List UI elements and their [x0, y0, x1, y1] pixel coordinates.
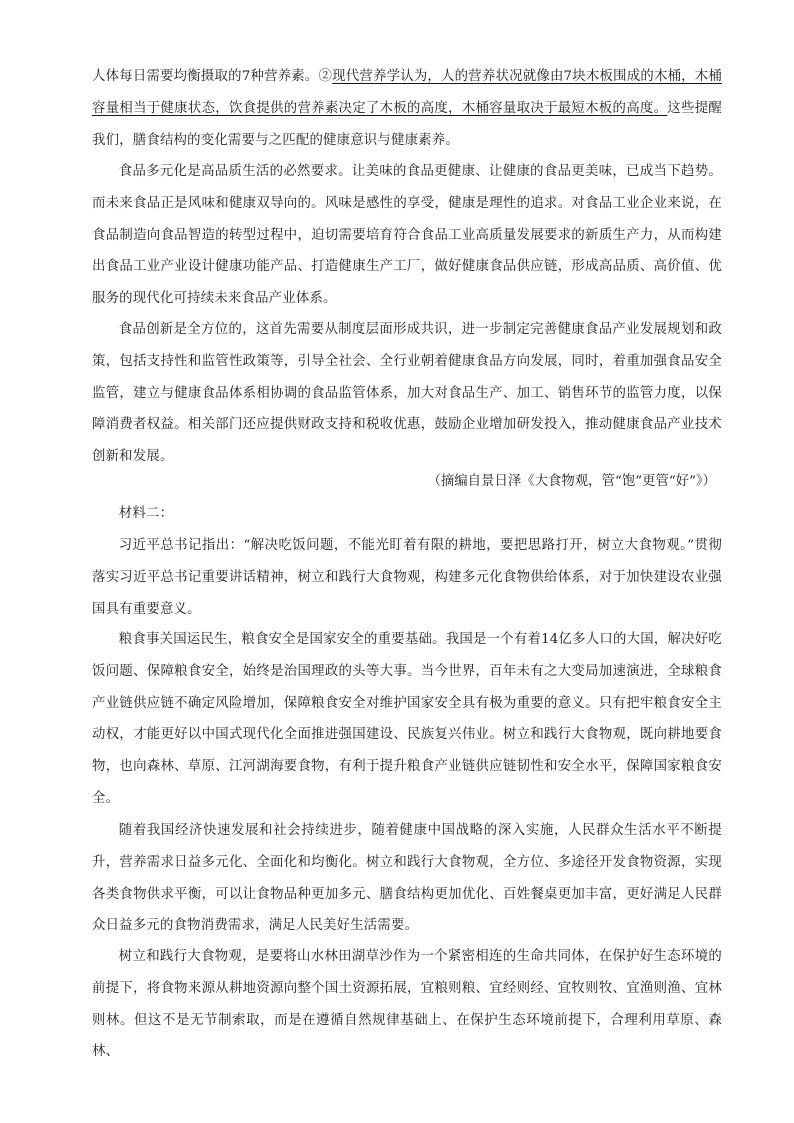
paragraph-big-food-view: 习近平总书记指出：“解决吃饭问题，不能光盯着有限的耕地，要把思路打开，树立大食物观。”贯彻落实习近平总书记重要讲话精神，树立和践行大食物观，构建多元化食物供给体系，对于加快建设农业强国具有重要意义。	[92, 538, 722, 617]
source-citation: （摘编自景日泽《大食物观，管“饱”更管“好”》）	[427, 474, 716, 489]
paragraph-food-security: 粮食事关国运民生，粮食安全是国家安全的重要基础。我国是一个有着14亿多人口的大国，解决好吃饭问题、保障粮食安全，始终是治国理政的头等大事。当今世界，百年未有之大变局加速演进，全球粮食产业链供应链不确定风险增加，保障粮食安全对维护国家安全具有极为重要的意义。只有把牢粮食安全主动权，才能更好以中国式现代化全面推进强国建设、民族复兴伟业。树立和践行大食物观，既向耕地要食物，也向森林、草原、江河湖海要食物，有利于提升粮食产业链供应链韧性和安全水平，保障国家粮食安全。	[92, 632, 722, 806]
paragraph-nutrition-demand: 随着我国经济快速发展和社会持续进步，随着健康中国战略的深入实施，人民群众生活水平不断提升，营养需求日益多元化、全面化和均衡化。树立和践行大食物观，全方位、多途径开发食物资源，实现各类食物供求平衡，可以让食物品种更加多元、膳食结构更加优化、百姓餐桌更加丰富，更好满足人民群众日益多元的食物消费需求，满足人民美好生活需要。	[92, 823, 722, 934]
paragraph-nutrition	[92, 61, 722, 156]
paragraph-food-diversity: 食品多元化是高品质生活的必然要求。让美味的食品更健康、让健康的食品更美味，已成当下趋势。而未来食品正是风味和健康双导向的。风味是感性的享受，健康是理性的追求。对食品工业企业来说，在食品制造向食品智造的转型过程中，迫切需要培育符合食品工业高质量发展要求的新质生产力，从而构建出食品工业产业设计健康功能产品、打造健康生产工厂，做好健康食品供应链，形成高品质、高价值、优服务的现代化可持续未来食品产业体系。	[92, 164, 722, 307]
material-two-heading: 材料二：	[118, 506, 174, 521]
question-marker: ②	[318, 69, 333, 84]
paragraph-ecology: 树立和践行大食物观，是要将山水林田湖草沙作为一个紧密相连的生命共同体，在保护好生态环境的前提下，将食物来源从耕地资源向整个国土资源拓展，宜粮则粮、宜经则经、宜牧则牧、宜渔则渔、宜林则林。但这不是无节制索取，而是在遵循自然规律基础上、在保护生态环境前提下，合理利用草原、森林、	[92, 949, 722, 1060]
text-segment: 人体每日需要均衡摄取的7种营养素。	[92, 69, 319, 84]
text-segment: 这些提醒我们，膳食结构的变化需要与之匹配的健康意识与健康素养。	[92, 100, 722, 148]
underlined-sentence: 现代营养学认为，人的营养状况就像由7块木板围成的木桶，木桶容量相当于健康状态，饮食提供的营养素决定了木板的高度，木桶容量取决于最短木板的高度。	[92, 69, 723, 116]
paragraph-food-innovation: 食品创新是全方位的，这首先需要从制度层面形成共识，进一步制定完善健康食品产业发展规划和政策，包括支持性和监管性政策等，引导全社会、全行业朝着健康食品方向发展，同时，着重加强食品安全监管，建立与健康食品体系相协调的食品监管体系，加大对食品生产、加工、销售环节的监管力度，以保障消费者权益。相关部门还应提供财政支持和税收优惠，鼓励企业增加研发投入，推动健康食品产业技术创新和发展。	[92, 322, 722, 465]
